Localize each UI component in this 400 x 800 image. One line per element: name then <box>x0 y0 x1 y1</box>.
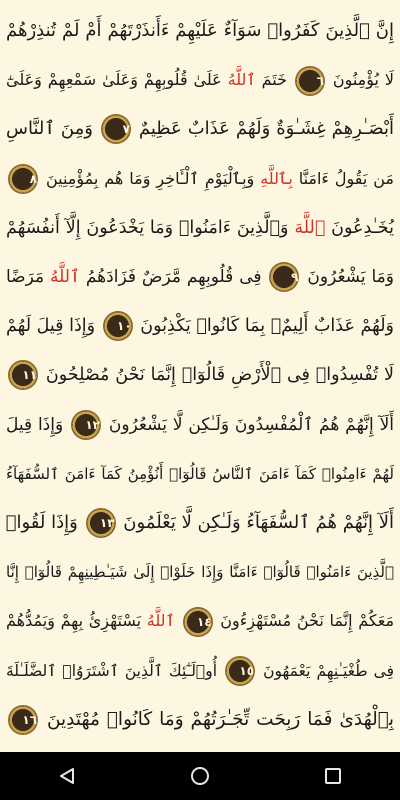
verse-text: وَبِٱلْيَوْمِ ٱلْـَٔاخِرِ وَمَا هُم بِمُؤْمِنِينَ <box>45 168 255 188</box>
verse-line <box>6 600 394 642</box>
home-icon <box>189 765 211 787</box>
verse-text: بِٱلْهُدَىٰ فَمَا رَبِحَت تِّجَـٰرَتُهُمْ وَمَا كَانُوا۟ مُهْتَدِينَ <box>46 708 394 730</box>
verse-number-marker[interactable]: ٨ <box>9 165 37 193</box>
verse-text: يَسْتَهْزِئُ بِهِمْ وَيَمُدُّهُمْ <box>6 611 142 631</box>
verse-number-marker[interactable]: ١٣ <box>87 509 115 537</box>
verse-line <box>6 453 394 495</box>
verse-line <box>6 650 394 692</box>
back-button[interactable] <box>37 752 97 800</box>
verse-text: عَلَىٰ قُلُوبِهِمْ وَعَلَىٰ سَمْعِهِمْ وَعَلَىٰٓ <box>6 70 222 90</box>
verse-line <box>6 256 394 298</box>
verse-number-marker[interactable]: ١٥ <box>226 657 254 685</box>
verse-line <box>6 699 394 741</box>
verse-text: وَمِنَ ٱلنَّاسِ <box>6 118 93 140</box>
verse-text: ٱلَّذِينَ ءَامَنُوا۟ قَالُوٓا۟ ءَامَنَّا وَإِذَا خَلَوْا۟ إِلَىٰ شَيَـٰطِينِهِمْ قَالُوٓا۟ إِنَّا <box>6 563 394 582</box>
recents-button[interactable] <box>303 752 363 800</box>
verse-text: وَٱلَّذِينَ ءَامَنُوا۟ وَمَا يَخْدَعُونَ إِلَّآ أَنفُسَهُمْ <box>6 217 289 238</box>
verse-number-marker[interactable]: ٩ <box>270 263 298 291</box>
verse-line <box>6 305 394 347</box>
divine-name-text: ٱللَّهُ <box>227 70 256 90</box>
verse-number-marker[interactable]: ٧ <box>102 115 130 143</box>
verse-text: وَإِذَا قِيلَ لَهُمْ <box>6 316 96 337</box>
verse-text: مَرَضًا <box>6 267 45 287</box>
verse-text: فِى طُغْيَـٰنِهِمْ يَعْمَهُونَ <box>263 661 394 680</box>
back-icon <box>57 766 77 786</box>
verse-text: وَلَهُمْ عَذَابٌ أَلِيمٌۢ بِمَا كَانُوا۟ يَكْذِبُونَ <box>140 316 394 337</box>
divine-name-text: ٱللَّهُ <box>50 267 80 287</box>
verse-text: وَمَا يَشْعُرُونَ <box>307 267 394 287</box>
verse-number-marker[interactable]: ١١ <box>9 361 37 389</box>
verse-line <box>6 551 394 593</box>
verse-line <box>6 10 394 52</box>
navigation-bar <box>0 752 400 800</box>
verse-text: وَإِذَا قِيلَ <box>6 414 64 435</box>
verse-text: إِنَّ ٱلَّذِينَ كَفَرُوا۟ سَوَآءٌ عَلَيْهِمْ ءَأَنذَرْتَهُمْ أَمْ لَمْ تُنذِرْهُمْ <box>6 20 394 41</box>
verse-number-marker[interactable]: ٦ <box>296 67 324 95</box>
verse-line <box>6 354 394 396</box>
verse-line <box>6 108 394 150</box>
verse-line <box>6 404 394 446</box>
verse-line <box>6 502 394 544</box>
verse-number-marker[interactable]: ١٢ <box>72 411 100 439</box>
verse-text: خَتَمَ <box>255 70 288 90</box>
verse-text: لَا يُؤْمِنُونَ <box>332 70 394 90</box>
divine-name-text: ٱللَّهُ <box>146 611 175 631</box>
verse-line <box>6 59 394 101</box>
divine-name-text: بِٱللَّهِ <box>260 168 293 188</box>
home-button[interactable] <box>170 752 230 800</box>
verse-text: مَن يَقُولُ ءَامَنَّا <box>292 168 394 188</box>
verse-text: لَهُمْ ءَامِنُوا۟ كَمَآ ءَامَنَ ٱلنَّاسُ قَالُوٓا۟ أَنُؤْمِنُ كَمَآ ءَامَنَ ٱلسُّفَهَآءُ <box>6 464 394 483</box>
verse-line <box>6 158 394 200</box>
verse-text: أُو۟لَـٰٓئِكَ ٱلَّذِينَ ٱشْتَرَوُا۟ ٱلضَّلَـٰلَةَ <box>6 661 218 680</box>
verse-text: فِى قُلُوبِهِم مَّرَضٌ فَزَادَهُمُ <box>79 267 262 287</box>
recents-icon <box>323 766 343 786</box>
divine-name-text: ٱللَّهَ <box>294 217 326 238</box>
verse-text: أَلَآ إِنَّهُمْ هُمُ ٱلْمُفْسِدُونَ وَلَـٰكِن لَّا يَشْعُرُونَ <box>108 414 394 435</box>
verse-number-marker[interactable]: ١٦ <box>9 706 37 734</box>
verse-text: يُخَـٰدِعُونَ <box>325 217 394 238</box>
verse-text: أَبْصَـٰرِهِمْ غِشَـٰوَةٌ وَلَهُمْ عَذَابٌ عَظِيمٌ <box>138 118 394 140</box>
verse-text: وَإِذَا لَقُوا۟ <box>6 512 78 533</box>
verse-text: أَلَآ إِنَّهُمْ هُمُ ٱلسُّفَهَآءُ وَلَـٰكِن لَّا يَعْلَمُونَ <box>123 512 394 533</box>
verse-line <box>6 207 394 249</box>
verse-number-marker[interactable]: ١٤ <box>184 608 212 636</box>
verse-text: لَا تُفْسِدُوا۟ فِى ٱلْأَرْضِ قَالُوٓا۟ إِنَّمَا نَحْنُ مُصْلِحُونَ <box>45 365 394 386</box>
verse-text: مَعَكُمْ إِنَّمَا نَحْنُ مُسْتَهْزِءُونَ <box>220 611 394 631</box>
verse-number-marker[interactable]: ١٠ <box>104 312 132 340</box>
